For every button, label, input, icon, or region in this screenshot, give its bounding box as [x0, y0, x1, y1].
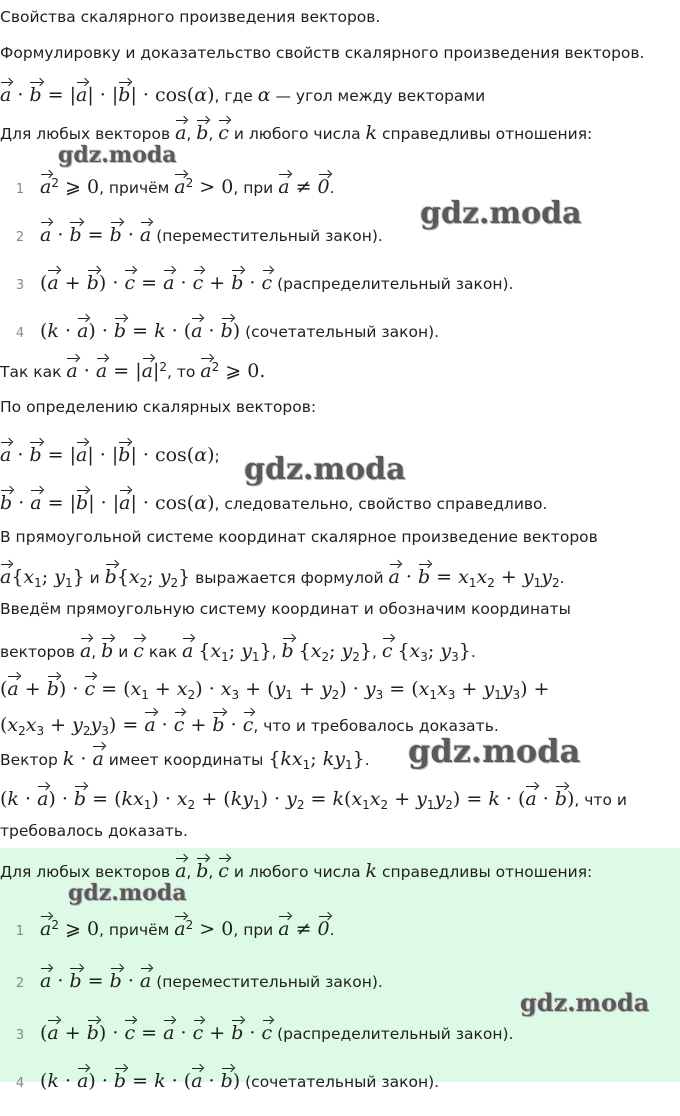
watermark: gdz.moda	[408, 732, 581, 770]
property-3-b: 3 (a + b) · c = a · c + b · c (распределительный закон).	[0, 1018, 513, 1047]
formula-ba: b · a = |b| · |a| · cos(α), следовательно, свойство справедливо.	[0, 488, 547, 515]
property-1: 1 $a^2$ ⩾ 0, причём $a^2 > 0$, при a ≠ 0.	[0, 172, 335, 201]
coords-intro: В прямоугольной системе координат скалярное произведение векторов	[0, 528, 598, 546]
watermark: gdz.moda	[520, 988, 650, 1017]
introduce-line: Введём прямоугольную систему координат и обозначим координаты	[0, 600, 571, 618]
property-4-b-cut: 4 (k · a) · b = k · (a · b) (сочетательный закон).	[0, 1066, 439, 1080]
proof-line-1: $(a + b) \cdot c = (x_1 + x_2) \cdot x_3 + (y_1 + y_2) \cdot y_3 = (x_1x_3 + y_1y_3)$ +	[0, 674, 549, 706]
proof-end: требовалось доказать.	[0, 822, 188, 840]
property-2-b: 2 a · b = b · a (переместительный закон).	[0, 966, 383, 995]
property-4: 4 (k · a) · b = k · (a · b) (сочетательный закон).	[0, 316, 439, 345]
property-3: 3 (a + b) · c = a · c + b · c (распределительный закон).	[0, 268, 513, 297]
since-line: Так как $a \cdot a = |a|^2$, то $a^2$ ⩾ 0.	[0, 356, 265, 383]
proof-line-2: $(x_2x_3 + y_2y_3) = a \cdot c + b \cdot c$, что и требовалось доказать.	[0, 710, 499, 742]
vectors-coords: векторов a, b и c как a {$x_1$; $y_1$}, b {$x_2$; $y_2$}, c {$x_3$; $y_3$}.	[0, 636, 476, 668]
for-any-line-2: Для любых векторов a, b, c и любого числа k справедливы отношения:	[0, 856, 592, 883]
intro-text: Формулировку и доказательство свойств скалярного произведения векторов.	[0, 44, 645, 62]
watermark: gdz.moda	[244, 452, 406, 487]
property-2: 2 a · b = b · a (переместительный закон).	[0, 220, 383, 249]
definition-line: a · b = |a| · |b| · cos(α), где α — угол между векторами	[0, 80, 485, 107]
vector-k-line: Вектор k · a имеет координаты {$kx_1$; $ky_1$}.	[0, 744, 370, 776]
formula-ab: a · b = |a| · |b| · cos(α);	[0, 440, 220, 467]
coords-formula: $a\{x_1$; $y_1$} и $b\{x_2$; $y_2$} выражается формулой $a \cdot b = x_1x_2 + y_1y_2$.	[0, 562, 565, 594]
for-any-line: Для любых векторов a, b, c и любого числа k справедливы отношения:	[0, 118, 592, 145]
property-1-b: 1 $a^2$ ⩾ 0, причём $a^2 > 0$, при a ≠ 0.	[0, 914, 335, 943]
watermark: gdz.moda	[420, 196, 582, 231]
watermark: gdz.moda	[68, 880, 187, 906]
heading: Свойства скалярного произведения векторов.	[0, 8, 381, 26]
watermark: gdz.moda	[58, 142, 177, 168]
by-definition: По определению скалярных векторов:	[0, 398, 317, 416]
proof-line-3: $(k \cdot a) \cdot b = (kx_1) \cdot x_2 + (ky_1) \cdot y_2 = k(x_1x_2 + y_1y_2) = k \cdot (a \cdot b)$, что и	[0, 784, 627, 816]
